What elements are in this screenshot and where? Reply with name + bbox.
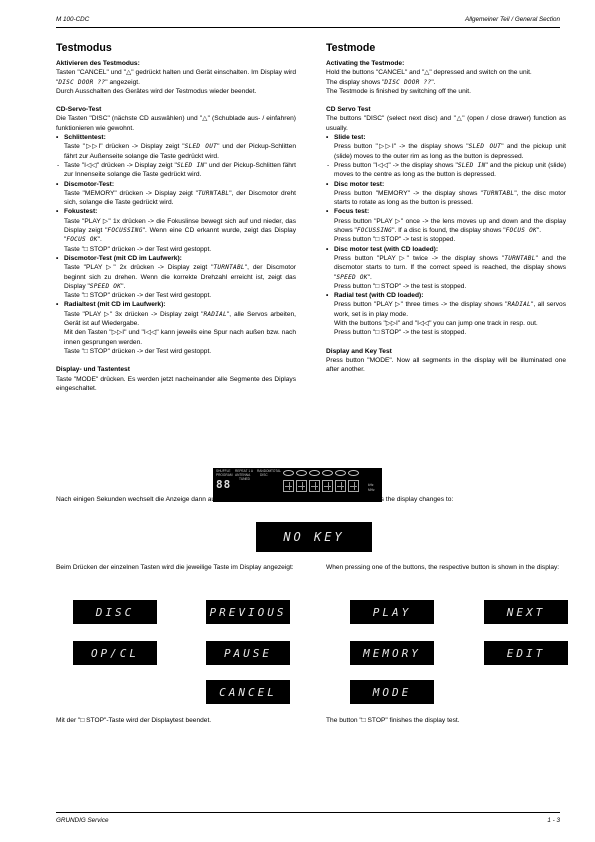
left-display-heading: Display- und Tastentest <box>56 366 130 374</box>
right-radial-3: Press button "□ STOP" -> the test is stopped. <box>334 329 467 337</box>
seg-label-total: TOTAL <box>271 469 281 473</box>
right-activate-3: The Testmode is finished by switching off the unit. <box>326 87 471 95</box>
left-radial-heading: • Radialtest (mit CD im Laufwerk): <box>56 300 296 309</box>
right-activate-1: Hold the buttons "CANCEL" and "△" depressed and switch on the unit. <box>326 69 532 77</box>
seg-label-disc: DISC <box>260 473 268 477</box>
left-discload-1: Taste "PLAY ▷" 2x drücken -> Display zeigt "TURNTABL", der Discmotor beginnt sich zu drehen. Wenn die korrekte Drehzahl erreicht ist, zeigt das Display "SPEED OK". <box>64 264 296 290</box>
segment-cell <box>322 480 333 492</box>
right-display-heading: Display and Key Test <box>326 347 392 355</box>
footer-brand: GRUNDIG Service <box>56 817 109 824</box>
segment-cell <box>283 480 294 492</box>
seg-label-repeat: REPEAT 1 A <box>235 469 253 473</box>
lcd-next: NEXT <box>484 600 568 624</box>
cd-ring-icon <box>283 470 294 476</box>
right-slide-1: Press button "▷▷I" -> the display shows "SLED OUT" and the pickup unit (slide) moves to the outer rim as long as the button is depressed. <box>334 143 567 160</box>
left-slide-2: - Taste "I◁◁" drücken -> Display zeigt "SLED IN" und der Pickup-Schlitten fährt zur Innenseite solange die Taste gedrückt wird. <box>56 161 296 180</box>
right-focus-heading: • Focus test: <box>326 207 566 216</box>
right-discload-heading: • Disc motor test (with CD loaded): <box>326 245 566 254</box>
left-disc-1: Taste "MEMORY" drücken -> Display zeigt "TURNTABL", der Discmotor dreht sich, solange die Taste gedrückt wird. <box>64 189 296 207</box>
left-radial-2: Mit den Tasten "▷▷I" und "I◁◁" kann jeweils eine Spur nach außen bzw. nach innen gesprungen werden. <box>64 329 296 346</box>
left-activate-text: Tasten "CANCEL" und "△" gedrückt halten und Gerät einschalten. Im Display wird "DISC DOOR ??" angezeigt. <box>56 69 296 86</box>
lcd-edit: EDIT <box>484 641 568 665</box>
left-discload-heading: • Discmotor-Test (mit CD im Laufwerk): <box>56 254 296 263</box>
right-servo-intro: The buttons "DISC" (select next disc) and "△" (open / close drawer) function as usually. <box>326 115 566 132</box>
left-finish-caption: Mit der "□ STOP"-Taste wird der Displaytest beendet. <box>56 717 212 724</box>
left-slide-1: Taste "▷▷I" drücken -> Display zeigt "SLED OUT" und der Pickup-Schlitten fährt zur Außenseite solange die Taste gedrückt wird. <box>64 143 296 160</box>
seg-label-mhz: MHz <box>368 488 375 492</box>
lcd-previous: PREVIOUS <box>206 600 290 624</box>
left-servo-intro: Die Tasten "DISC" (nächste CD auswählen) und "△" (Schublade aus- / einfahren) funktionieren wie gewohnt. <box>56 115 296 132</box>
segment-cell <box>309 480 320 492</box>
cd-ring-icon <box>322 470 333 476</box>
left-after-caption: Nach einigen Sekunden wechselt die Anzeige dann auf: <box>56 496 219 503</box>
lcd-mode: MODE <box>350 680 434 704</box>
right-title: Testmode <box>326 42 376 54</box>
right-servo-heading: CD Servo Test <box>326 106 371 114</box>
footer-rule <box>56 812 560 813</box>
right-focus-2: Press button "□ STOP" -> test is stopped. <box>334 236 456 244</box>
right-slide-2: - Press button "I◁◁" -> the display shows "SLED IN" and the pickup unit (slide) moves to the centre as long as the button is depressed. <box>326 161 566 180</box>
lcd-nokey: NO KEY <box>256 522 372 552</box>
left-display-text: Taste "MODE" drücken. Es werden jetzt nacheinander alle Segmente des Diplays eingeschaltet. <box>56 375 296 392</box>
header-model: M 100-CDC <box>56 16 90 23</box>
lcd-memory: MEMORY <box>350 641 434 665</box>
right-slide-heading: • Slide test: <box>326 133 566 142</box>
cd-rings <box>283 470 359 476</box>
right-disc-1: Press button "MEMORY" -> the display shows "TURNTABL", the disc motor starts to rotate as long as the button is pressed. <box>334 189 567 207</box>
right-activate-2: The display shows "DISC DOOR ??". <box>326 78 436 86</box>
footer-page-number: 1 - 3 <box>547 817 560 824</box>
right-pressing-caption: When pressing one of the buttons, the respective button is shown in the display: <box>326 564 560 571</box>
cd-ring-icon <box>296 470 307 476</box>
header-section: Allgemeiner Teil / General Section <box>465 16 560 23</box>
header-rule <box>56 27 560 28</box>
cd-ring-icon <box>309 470 320 476</box>
left-pressing-caption: Beim Drücken der einzelnen Tasten wird die jeweilige Taste im Display angezeigt: <box>56 564 294 571</box>
right-disc-heading: • Disc motor test: <box>326 180 566 189</box>
seg-label-shuffle: SHUFFLE <box>216 469 231 473</box>
english-column <box>326 42 566 375</box>
segment-cell <box>335 480 346 492</box>
right-discload-1: Press button "PLAY ▷" twice -> the display shows "TURNTABL" and the discmotor starts to turn. If the correct speed is reached, the display shows "SPEED OK". <box>334 254 566 281</box>
left-slide-heading: • Schlittentest: <box>56 133 296 142</box>
segment-cell <box>348 480 359 492</box>
left-disc-heading: • Discmotor-Test: <box>56 180 296 189</box>
left-focus-2: Taste "□ STOP" drücken -> der Test wird gestoppt. <box>64 245 212 253</box>
segment-cell <box>296 480 307 492</box>
seg-label-khz: kHz <box>368 483 374 487</box>
seg-label-program: PROGRAM <box>216 473 233 477</box>
right-display-text: Press button "MODE". Now all segments in the display will be illuminated one after another. <box>326 356 566 374</box>
left-focus-1: Taste "PLAY ▷" 1x drücken -> die Fokuslinse bewegt sich auf und nieder, das Display zeigt "FOCUSSING". Wenn eine CD erkannt wurde, zeigt das Display "FOCUS OK". <box>64 217 296 244</box>
lcd-cancel: CANCEL <box>206 680 290 704</box>
left-title: Testmodus <box>56 42 112 54</box>
left-activate-end: Durch Ausschalten des Gerätes wird der Testmodus wieder beendet. <box>56 87 257 95</box>
seg-label-random: RANDOM <box>257 469 272 473</box>
right-after-caption: After a few seconds the display changes to: <box>326 496 454 503</box>
lcd-opcl: OP/CL <box>73 641 157 665</box>
right-discload-2: Press button "□ STOP" -> the test is stopped. <box>334 282 467 290</box>
left-servo-heading: CD-Servo-Test <box>56 106 102 114</box>
lcd-disc: DISC <box>73 600 157 624</box>
lcd-pause: PAUSE <box>206 641 290 665</box>
seg-big-digits: 88 <box>216 478 232 491</box>
right-activate-heading: Activating the Testmode: <box>326 60 405 67</box>
seg-label-tuned: TUNED <box>239 477 250 481</box>
left-discload-2: Taste "□ STOP" drücken -> der Test wird gestoppt. <box>64 292 212 300</box>
cd-ring-icon <box>335 470 346 476</box>
right-radial-2: With the buttons "▷▷I" and "I◁◁" you can jump one track in resp. out. <box>334 320 538 328</box>
segment-cells <box>283 480 359 492</box>
right-focus-1: Press button "PLAY ▷" once -> the lens moves up and down and the display shows "FOCUSSING". If a disc is found, the display shows "FOCUS OK". <box>334 217 566 235</box>
left-radial-3: Taste "□ STOP" drücken -> der Test wird gestoppt. <box>64 347 212 355</box>
left-focus-heading: • Fokustest: <box>56 207 296 216</box>
cd-ring-icon <box>348 470 359 476</box>
right-radial-heading: • Radial test (with CD loaded): <box>326 291 566 300</box>
lcd-play: PLAY <box>350 600 434 624</box>
left-activate-heading: Aktivieren des Testmodus: <box>56 60 140 67</box>
right-radial-1: Press button "PLAY ▷" three times -> the display shows "RADIAL", all servos work, set is in play mode. <box>334 301 567 318</box>
german-column <box>56 42 296 393</box>
seg-label-antenna: ANTENNA <box>235 473 251 477</box>
left-radial-1: Taste "PLAY ▷" 3x drücken -> Display zeigt "RADIAL", alle Servos arbeiten, Gerät ist auf Wiedergabe. <box>64 310 296 328</box>
right-finish-caption: The button "□ STOP" finishes the display test. <box>326 717 460 724</box>
